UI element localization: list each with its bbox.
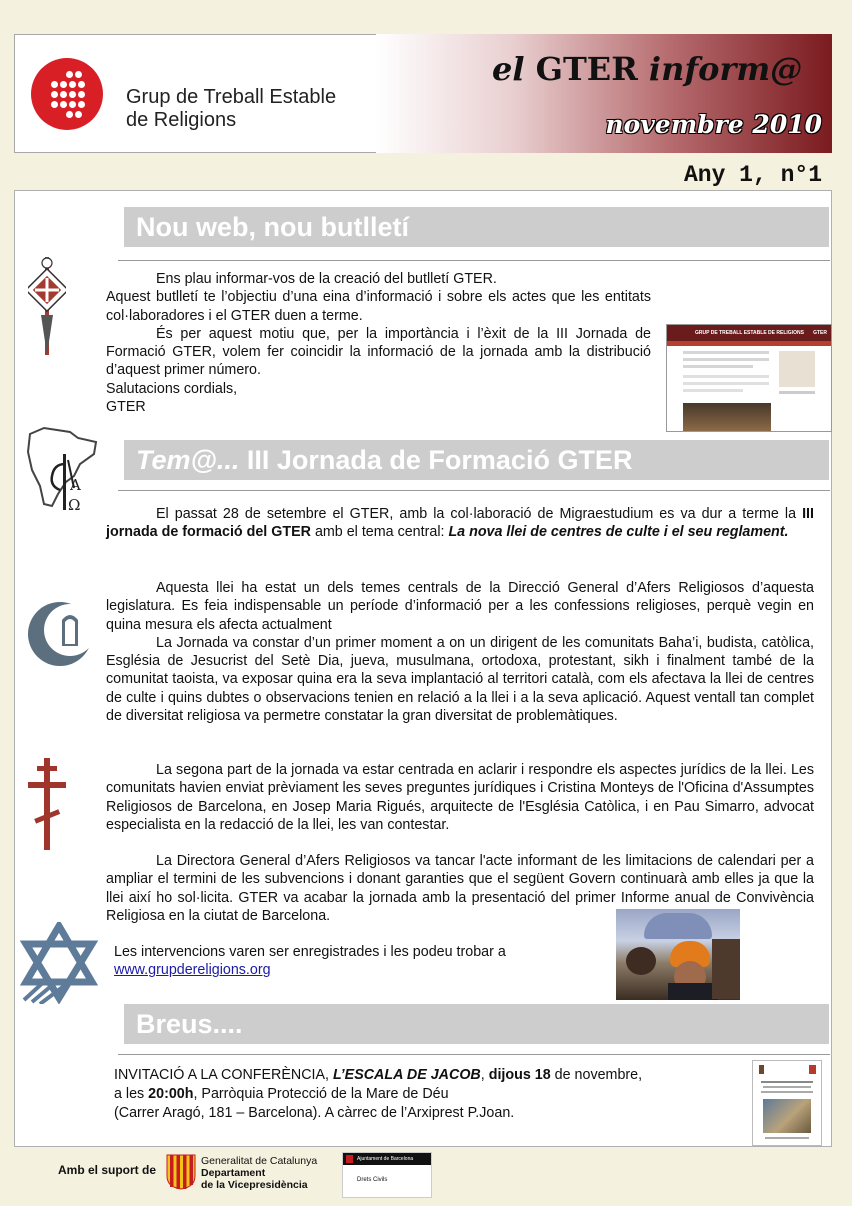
logo-dot: [60, 101, 67, 108]
logo-dot: [75, 111, 82, 118]
paragraph: GTER: [106, 399, 146, 416]
brand-suffix: inform@: [637, 50, 803, 88]
org-name-line2: de Religions: [126, 109, 237, 131]
conference-photo: [616, 909, 740, 1000]
generalitat-name: Generalitat de Catalunya: [201, 1155, 318, 1167]
event-text: INVITACIÓ A LA CONFERÈNCIA,: [114, 1067, 334, 1083]
website-screenshot: [666, 324, 832, 432]
logo-dot: [78, 91, 85, 98]
logo-dot: [51, 91, 58, 98]
logo-dot: [69, 81, 76, 88]
logo-dot: [78, 81, 85, 88]
event-notice: [114, 1066, 734, 1123]
paragraph-segment: amb el tema central:: [310, 524, 449, 541]
newsletter-title: [492, 50, 802, 88]
invitation-thumbnail: [752, 1060, 822, 1146]
paragraph: Aquest butlletí te l’objectiu d’una eina d’informació i sobre els actes que les entitats col·laboradores i el GTER duen a terme.: [106, 289, 651, 324]
section-divider: [118, 1054, 830, 1055]
event-title: L’ESCALA DE JACOB: [333, 1067, 481, 1083]
logo-dot: [51, 81, 58, 88]
event-text: de novembre,: [550, 1067, 643, 1083]
generalitat-shield-icon: [166, 1154, 196, 1190]
event-text: , Parròquia Protecció de la Mare de Déu: [193, 1086, 449, 1102]
logo-dot: [60, 81, 67, 88]
ajuntament-logo: [342, 1152, 432, 1198]
logo-dot: [66, 71, 73, 78]
paragraph-bold: III jornada de formació del GTER: [106, 506, 814, 541]
logo-dot: [66, 111, 73, 118]
generalitat-department-name: de la Vicepresidència: [201, 1179, 308, 1191]
paragraph-segment: El passat 28 de setembre el GTER, amb la col·laboració de Migraestudium es va dur a terme la: [156, 506, 803, 522]
paragraph-emphasis: La nova llei de centres de culte i el seu reglament.: [448, 524, 789, 541]
event-day: dijous 18: [488, 1067, 551, 1083]
generalitat-department: Departament: [201, 1167, 266, 1179]
sponsors-label: Amb el suport de: [58, 1163, 157, 1177]
ajuntament-name: Ajuntament de Barcelona: [343, 1153, 431, 1165]
event-line-3: (Carrer Aragó, 181 – Barcelona). A càrrec de l’Arxiprest P.Joan.: [114, 1105, 515, 1121]
paragraph: La Jornada va constar d’un primer moment a on un dirigent de les comunitats Baha’i, budista, catòlica, Església de Jesucrist del Setè Dia, jueva, musulmana, ortodoxa, protestant, sikh i finalment també de la comunitat taoista, va exposar quina era la seva implantació al territori català, com els afectava la llei de centres de culte i quins dubtes o observacions tenien en relació a la llei i a la seva aplicació. Aquest ventall tan complet de diversitat religiosa va permetre constatar la gran diversitat de problemàtiques.: [106, 634, 814, 725]
paragraph: És per aquest motiu que, per la importància i l’èxit de la III Jornada de Formació GTER, volem fer coincidir la informació de la jornada amb la distribució d’aquest primer número.: [106, 325, 651, 379]
paragraph: Salutacions cordials,: [106, 380, 238, 397]
generalitat-logo-text: [201, 1155, 317, 1191]
logo-dot: [78, 101, 85, 108]
section-title-jornada: [124, 440, 829, 480]
paragraph: Les intervencions varen ser enregistrades i les podeu trobar a: [114, 944, 506, 960]
section-title-breus: Breus....: [124, 1004, 829, 1044]
section-divider: [118, 490, 830, 491]
event-text: a les: [114, 1086, 149, 1102]
section-title-rest: III Jornada de Formació GTER: [239, 445, 633, 475]
logo-dot: [69, 101, 76, 108]
paragraph: La segona part de la jornada va estar centrada en aclarir i respondre els aspectes jurídics de la llei. Les comunitats havien enviat prèviament les seves preguntes jurídiques i Cristina Monteys de l'Oficina d'Assumptes Religiosos de Barcelona, en Josep Maria Rigués, arquitecte de l'Església Catòlica, i en Pau Simarro, advocat especialista en la redacció de la llei, les van contestar.: [106, 762, 814, 833]
ajuntament-department: Drets Civils: [357, 1177, 388, 1183]
event-line-1: [114, 1066, 734, 1085]
org-name: [126, 86, 336, 132]
svg-text:Ω: Ω: [68, 496, 81, 514]
crescent-icon: [20, 600, 100, 668]
website-screenshot-badge: GTER: [813, 330, 827, 336]
catalonia-alpha-omega-icon: [24, 424, 104, 514]
issue-number: Any 1, n°1: [683, 162, 822, 188]
svg-text:Α: Α: [70, 476, 81, 494]
org-name-line1: Grup de Treball Estable: [126, 86, 337, 108]
orthodox-cross-icon: [28, 255, 66, 359]
website-screenshot-title: GRUP DE TREBALL ESTABLE DE RELIGIONS: [695, 330, 804, 336]
paragraph: La Directora General d’Afers Religiosos va tancar l'acte informant de les limitacions de calendari per a ampliar el termini de les subvencions i donant garanties que el següent Govern continuarà amb elles ja que la llei així ho sol·licita. GTER va acabar la jornada amb la presentació del primer Informe anual de Convivència Religiosa en la ciutat de Barcelona.: [106, 853, 814, 924]
orthodox-cross-icon: [26, 756, 68, 852]
event-time: 20:00h: [148, 1086, 194, 1102]
paragraph: Aquesta llei ha estat un dels temes centrals de la Direcció General d’Afers Religiosos d’aquesta legislatura. Es feia indispensable un període d’informació per a les confessions religioses, perquè vegin en quina mesura els afecta actualment: [106, 580, 814, 633]
paragraph: [106, 505, 814, 542]
section-title-new-web: Nou web, nou butlletí: [124, 207, 829, 247]
event-line-2: [114, 1085, 734, 1104]
event-text: ,: [480, 1067, 489, 1083]
website-link[interactable]: www.grupdereligions.org: [114, 962, 271, 979]
paragraph: Ens plau informar-vos de la creació del butlletí GTER.: [156, 271, 497, 287]
section-divider: [118, 260, 830, 261]
gter-logo: [31, 58, 103, 130]
newsletter-date: novembre 2010: [605, 110, 822, 139]
ajuntament-shield-icon: [346, 1155, 353, 1163]
brand-prefix: el: [492, 50, 536, 88]
logo-dot: [51, 101, 58, 108]
brand-core: GTER: [535, 50, 638, 88]
logo-dot: [60, 91, 67, 98]
logo-dot: [69, 91, 76, 98]
section-title-prefix: Tem@...: [136, 445, 240, 475]
star-of-david-icon: [18, 922, 100, 1004]
logo-dot: [75, 71, 82, 78]
